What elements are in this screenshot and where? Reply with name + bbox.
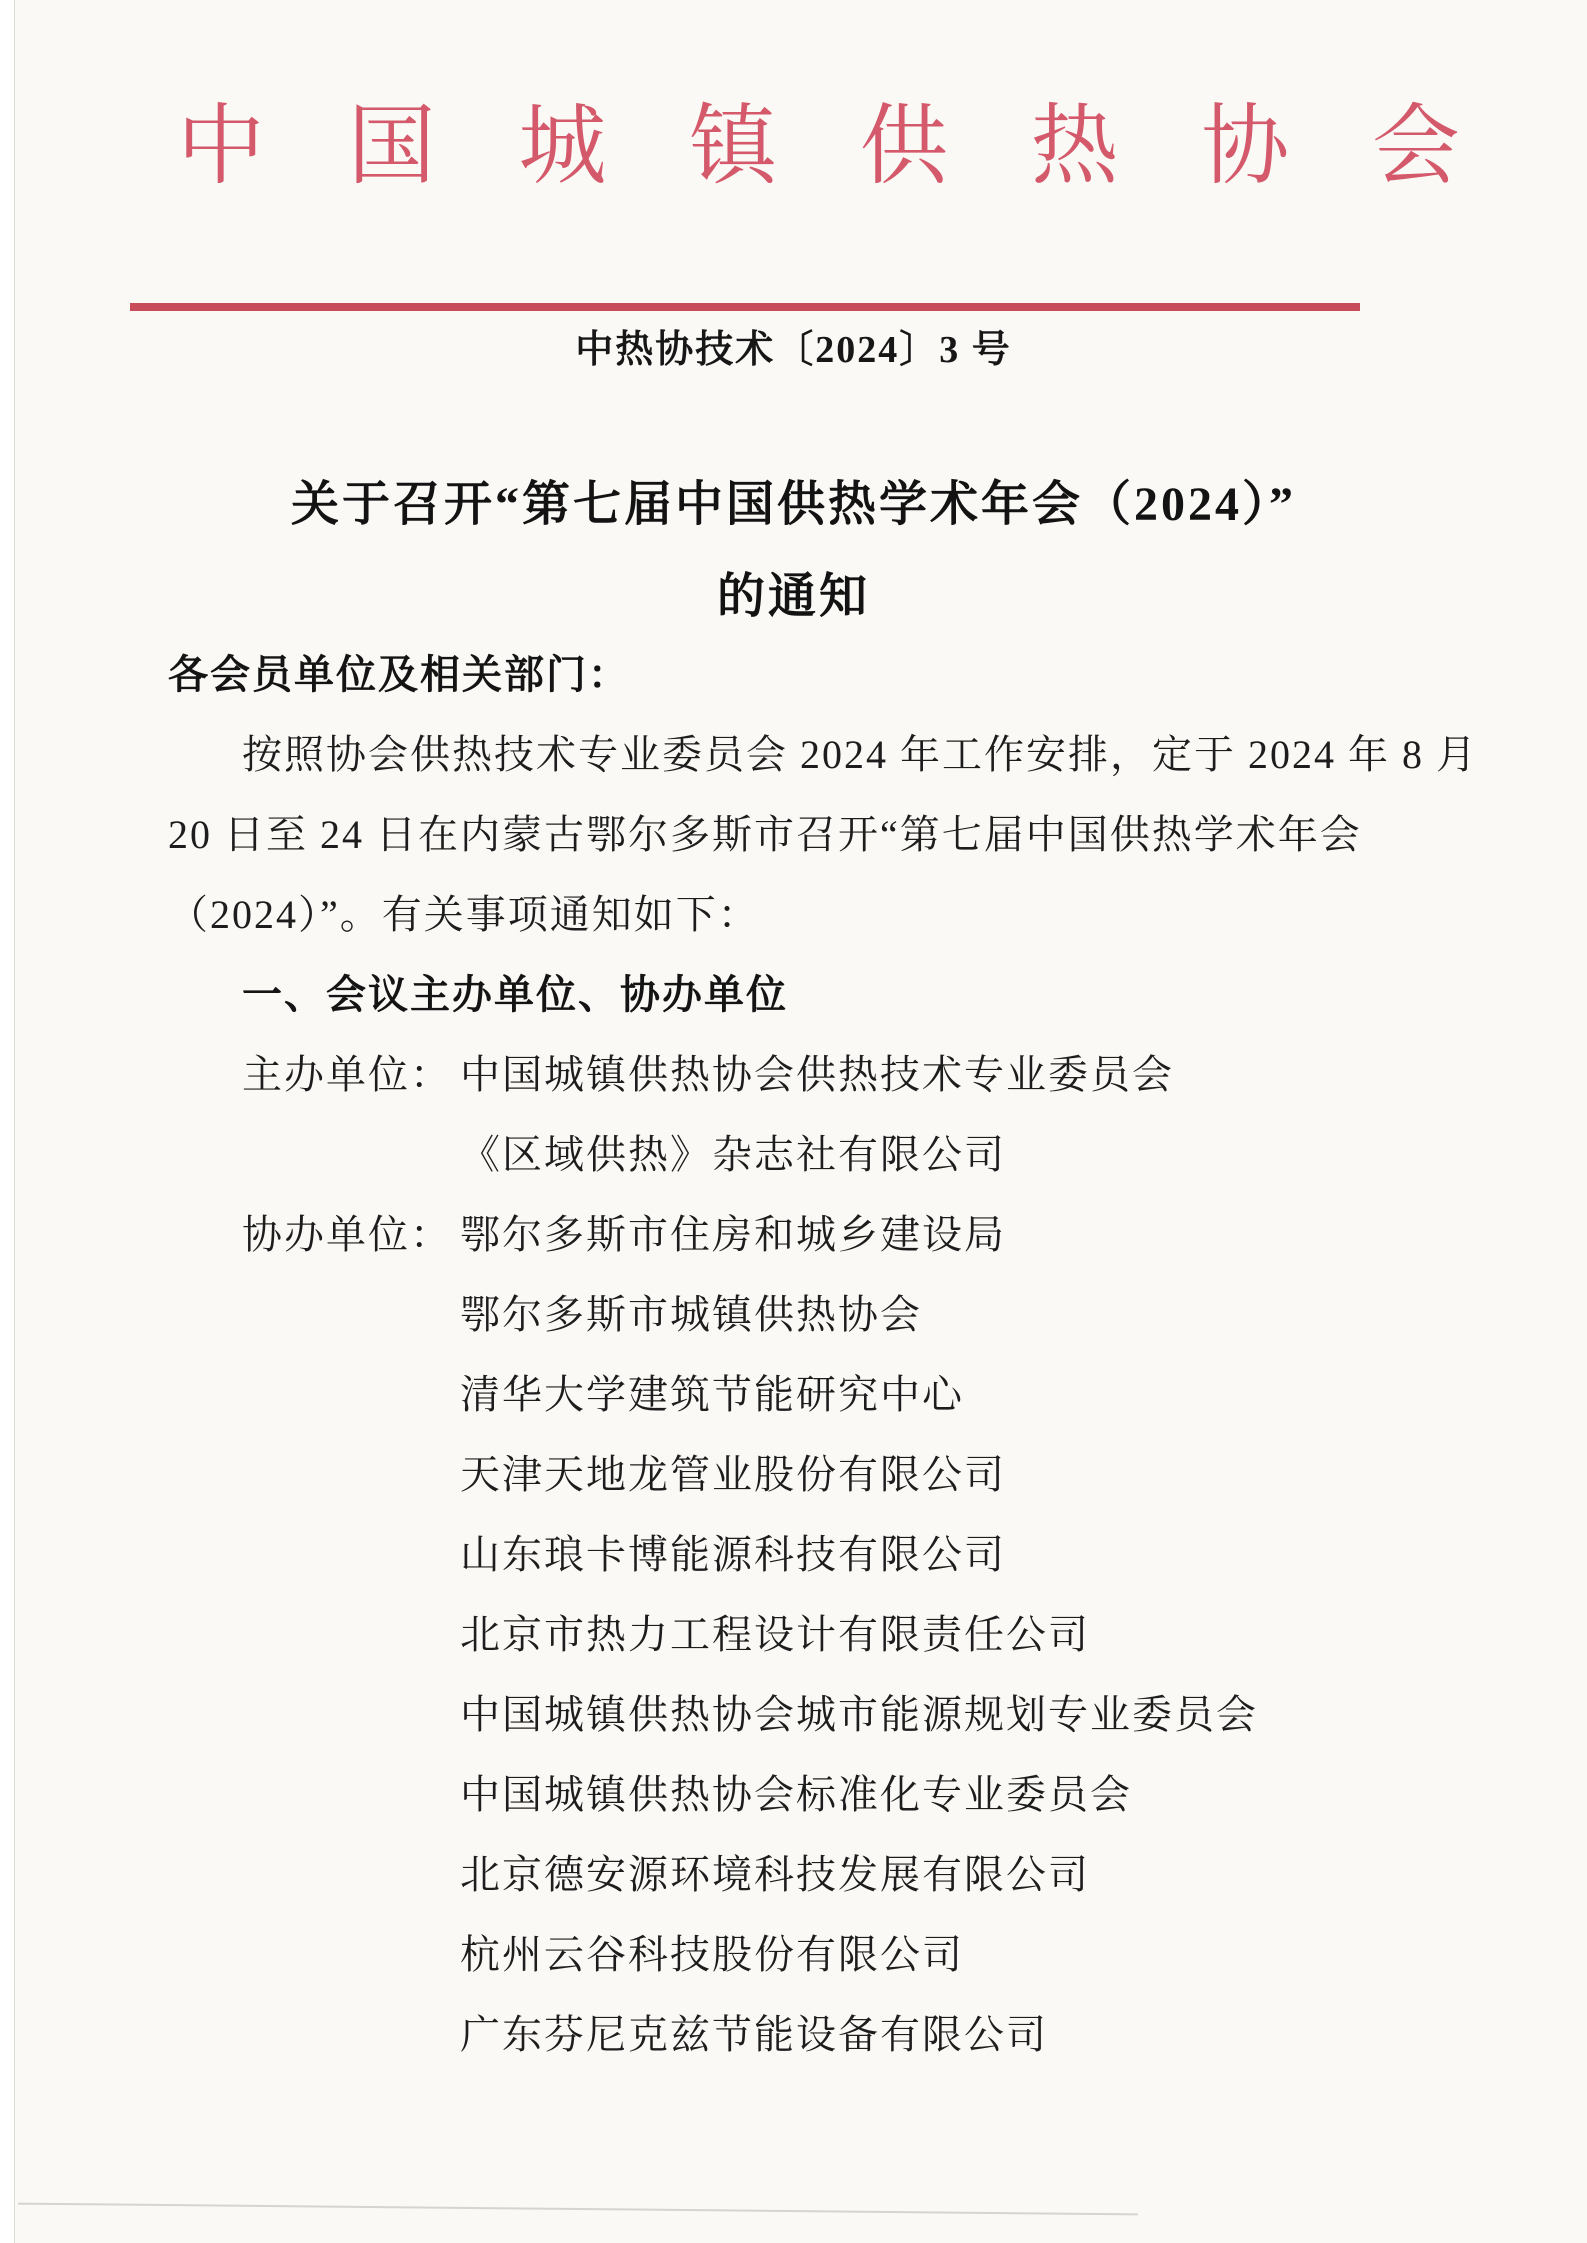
document-number: 中热协技术〔2024〕3 号 xyxy=(575,329,1012,371)
co-organizer-row xyxy=(168,1275,1468,1355)
org-label-spacer xyxy=(242,1995,460,2075)
salutation: 各会员单位及相关部门： xyxy=(168,652,630,697)
org-label-spacer xyxy=(242,1835,460,1915)
org-label-spacer xyxy=(242,1115,460,1195)
co-organizer-item: 杭州云谷科技股份有限公司 xyxy=(460,1932,964,1977)
co-organizer-label: 协办单位： xyxy=(242,1212,452,1257)
co-organizer-item: 山东琅卡博能源科技有限公司 xyxy=(460,1532,1006,1577)
org-label-spacer xyxy=(242,1355,460,1435)
document-body xyxy=(168,635,1478,2075)
co-organizer-item: 北京市热力工程设计有限责任公司 xyxy=(460,1612,1090,1657)
org-label-spacer xyxy=(242,1515,460,1595)
host-organizer-item: 《区域供热》杂志社有限公司 xyxy=(460,1132,1006,1177)
co-organizer-item: 清华大学建筑节能研究中心 xyxy=(460,1372,964,1417)
host-organizer-row xyxy=(168,1115,1468,1195)
co-organizer-item: 北京德安源环境科技发展有限公司 xyxy=(460,1852,1090,1897)
org-label-spacer xyxy=(242,1915,460,1995)
co-organizer-row xyxy=(168,1435,1468,1515)
paragraph-line: （2024）”。有关事项通知如下： xyxy=(168,892,760,937)
letterhead-red-rule xyxy=(130,303,1360,311)
org-label-spacer xyxy=(242,1595,460,1675)
section1-heading: 一、会议主办单位、协办单位 xyxy=(242,972,788,1017)
paragraph-line: 按照协会供热技术专业委员会 2024 年工作安排，定于 2024 年 8 月 xyxy=(242,732,1478,777)
co-organizer-row xyxy=(168,1915,1468,1995)
org-label-spacer xyxy=(242,1435,460,1515)
co-organizer-row xyxy=(168,1995,1468,2075)
co-organizer-row xyxy=(168,1675,1468,1755)
host-organizer-row xyxy=(168,1035,1468,1115)
host-organizer-label: 主办单位： xyxy=(242,1052,452,1097)
document-title-line2: 的通知 xyxy=(716,570,870,623)
org-label-spacer xyxy=(242,1675,460,1755)
co-organizer-row xyxy=(168,1755,1468,1835)
org-label-spacer xyxy=(242,1275,460,1355)
co-organizer-row xyxy=(168,1595,1468,1675)
co-organizer-item: 中国城镇供热协会标准化专业委员会 xyxy=(460,1772,1132,1817)
document-title-line1: 关于召开“第七届中国供热学术年会（2024）” xyxy=(290,478,1296,531)
co-organizer-row xyxy=(168,1515,1468,1595)
co-organizer-row xyxy=(168,1835,1468,1915)
org-label-spacer xyxy=(242,1755,460,1835)
co-organizer-item: 广东芬尼克兹节能设备有限公司 xyxy=(460,2012,1048,2057)
paragraph-line: 20 日至 24 日在内蒙古鄂尔多斯市召开“第七届中国供热学术年会 xyxy=(168,812,1362,857)
co-organizer-item: 中国城镇供热协会城市能源规划专业委员会 xyxy=(460,1692,1258,1737)
co-organizer-item: 鄂尔多斯市城镇供热协会 xyxy=(460,1292,922,1337)
document-title xyxy=(0,459,1587,643)
co-organizer-row xyxy=(168,1195,1468,1275)
org-name-header: 中 国 城 镇 供 热 协 会 xyxy=(177,99,1460,196)
co-organizer-item: 天津天地龙管业股份有限公司 xyxy=(460,1452,1006,1497)
co-organizer-row xyxy=(168,1355,1468,1435)
co-organizer-item: 鄂尔多斯市住房和城乡建设局 xyxy=(460,1212,1006,1257)
scan-bottom-edge xyxy=(18,2203,1138,2216)
host-organizer-item: 中国城镇供热协会供热技术专业委员会 xyxy=(460,1052,1174,1097)
